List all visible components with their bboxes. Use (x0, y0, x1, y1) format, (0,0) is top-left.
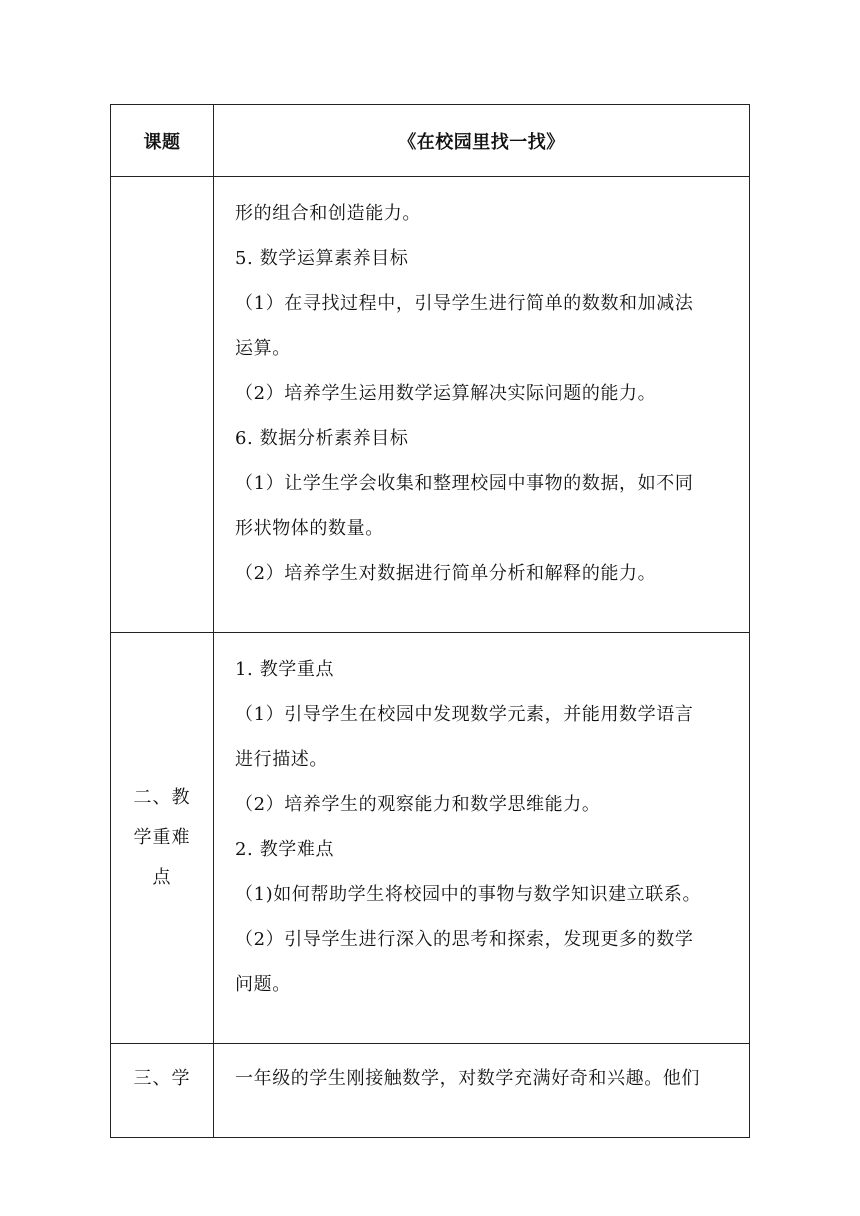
goals-line: （1）在寻找过程中，引导学生进行简单的数数和加减法 (235, 293, 694, 314)
header-title-cell (214, 105, 750, 177)
goals-line: 形的组合和创造能力。 (235, 203, 421, 224)
table-header-row (111, 105, 750, 177)
keypoints-line: （1）引导学生在校园中发现数学元素，并能用数学语言 (235, 704, 694, 725)
header-label: 课题 (143, 131, 181, 153)
side-label-line: 点 (152, 867, 172, 888)
goals-line: 形状物体的数量。 (235, 518, 384, 539)
keypoints-line: （1)如何帮助学生将校园中的事物与数学知识建立联系。 (235, 884, 702, 905)
lesson-title: 《在校园里找一找》 (398, 131, 565, 153)
students-side-label (111, 1044, 214, 1138)
keypoints-line: （2）培养学生的观察能力和数学思维能力。 (235, 794, 601, 815)
goals-content (214, 177, 750, 633)
goals-line: 6. 数据分析素养目标 (235, 428, 409, 449)
lesson-plan-table (110, 104, 750, 1138)
keypoints-line: （2）引导学生进行深入的思考和探索，发现更多的数学 (235, 929, 694, 950)
goals-line: （2）培养学生运用数学运算解决实际问题的能力。 (235, 383, 657, 404)
keypoints-line: 2. 教学难点 (235, 839, 335, 860)
goals-row (111, 177, 750, 633)
side-label-line: 三、学 (133, 1068, 191, 1089)
keypoints-side-label (111, 633, 214, 1044)
keypoints-content (214, 633, 750, 1044)
goals-line: （2）培养学生对数据进行简单分析和解释的能力。 (235, 563, 657, 584)
header-label-cell (111, 105, 214, 177)
keypoints-row (111, 633, 750, 1044)
keypoints-line: 1. 教学重点 (235, 659, 335, 680)
students-row (111, 1044, 750, 1138)
side-label-line: 学重难 (133, 827, 191, 848)
students-content (214, 1044, 750, 1138)
goals-line: 5. 数学运算素养目标 (235, 248, 409, 269)
keypoints-line: 问题。 (235, 974, 291, 995)
goals-side-label (111, 177, 214, 633)
goals-line: （1）让学生学会收集和整理校园中事物的数据，如不同 (235, 473, 694, 494)
students-line: 一年级的学生刚接触数学，对数学充满好奇和兴趣。他们 (235, 1068, 700, 1089)
side-label-line: 二、教 (133, 787, 191, 808)
goals-line: 运算。 (235, 338, 291, 359)
keypoints-line: 进行描述。 (235, 749, 328, 770)
